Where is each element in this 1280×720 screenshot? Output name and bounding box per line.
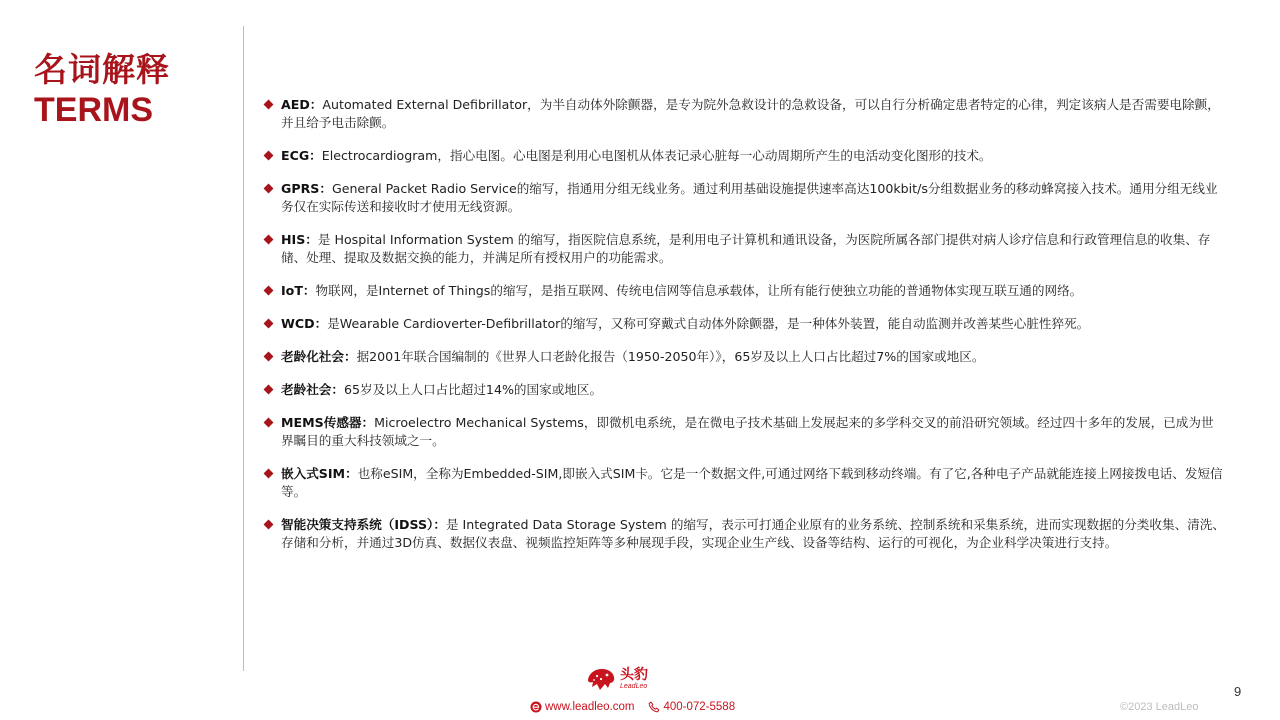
term-item-aed xyxy=(264,96,1226,132)
website-link[interactable]: www.leadleo.com xyxy=(545,701,635,713)
diamond-bullet-icon xyxy=(264,418,274,428)
term-item-gprs xyxy=(264,180,1226,216)
term-item-iot xyxy=(264,282,1226,300)
term-definition: 是Wearable Cardioverter-Defibrillator的缩写，又称可穿戴式自动体外除颤器，是一种体外装置，能自动监测并改善某些心脏性猝死。 xyxy=(327,316,1090,331)
term-name: 智能决策支持系统（IDSS）： xyxy=(281,517,446,532)
phone-number: 400-072-5588 xyxy=(663,701,736,713)
term-definition: 据2001年联合国编制的《世界人口老龄化报告（1950-2050年）》，65岁及以上人口占比超过7%的国家或地区。 xyxy=(356,349,985,364)
diamond-bullet-icon xyxy=(264,286,274,296)
term-definition: 65岁及以上人口占比超过14%的国家或地区。 xyxy=(343,382,603,397)
diamond-bullet-icon xyxy=(264,520,274,530)
term-definition: 是 Hospital Information System 的缩写，指医院信息系统，是利用电子计算机和通讯设备，为医院所属各部门提供对病人诊疗信息和行政管理信息的收集、存储、处理、提取及数据交换的能力，并满足所有授权用户的功能需求。 xyxy=(281,232,1211,265)
term-definition: Microelectro Mechanical Systems，即微机电系统，是在微电子技术基础上发展起来的多学科交叉的前沿研究领域。经过四十多年的发展，已成为世界瞩目的重大科技领域之一。 xyxy=(281,415,1214,448)
diamond-bullet-icon xyxy=(264,469,274,479)
term-name: HIS： xyxy=(281,232,318,247)
copyright-text: ©2023 LeadLeo xyxy=(1120,701,1199,713)
phone-icon xyxy=(648,701,660,713)
term-definition: General Packet Radio Service的缩写，指通用分组无线业务。通过利用基础设施提供速率高达100kbit/s分组数据业务的移动蜂窝接入技术。通用分组无线业务仅在实际传送和接收时才使用无线资源。 xyxy=(281,181,1218,214)
term-name: IoT： xyxy=(281,283,316,298)
term-name: MEMS传感器： xyxy=(281,415,375,430)
browser-e-icon xyxy=(530,701,542,713)
term-name: AED： xyxy=(281,97,323,112)
term-name: 嵌入式SIM： xyxy=(281,466,358,481)
vertical-divider xyxy=(243,26,244,671)
diamond-bullet-icon xyxy=(264,385,274,395)
term-item-ecg xyxy=(264,147,1226,165)
leopard-logo-icon xyxy=(586,666,616,692)
diamond-bullet-icon xyxy=(264,235,274,245)
page-title-en: TERMS xyxy=(34,91,153,129)
term-name: 老龄社会： xyxy=(281,382,344,397)
diamond-bullet-icon xyxy=(264,100,274,110)
footer-contact xyxy=(530,701,735,713)
term-definition: Electrocardiogram，指心电图。心电图是利用心电图机从体表记录心脏每一心动周期所产生的电活动变化图形的技术。 xyxy=(321,148,992,163)
term-item-mems xyxy=(264,414,1226,450)
term-item-aged-society xyxy=(264,381,1226,399)
term-definition: Automated External Defibrillator，为半自动体外除颤器，是专为院外急救设计的急救设备，可以自行分析确定患者特定的心律，判定该病人是否需要电除颤，并且给予电击除颤。 xyxy=(281,97,1220,130)
logo-text-cn: 头豹 xyxy=(620,667,648,683)
term-item-idss xyxy=(264,516,1226,552)
terms-list xyxy=(264,96,1226,567)
term-definition: 是 Integrated Data Storage System 的缩写，表示可打通企业原有的业务系统、控制系统和采集系统，进而实现数据的分类收集、清洗、存储和分析，并通过3D仿真、数据仪表盘、视频监控矩阵等多种展现手段，实现企业生产线、设备等结构、运行的可视化，为企业科学决策进行支持。 xyxy=(281,517,1225,550)
term-item-his xyxy=(264,231,1226,267)
term-item-aging-society xyxy=(264,348,1226,366)
term-name: ECG： xyxy=(281,148,322,163)
term-definition: 也称eSIM，全称为Embedded-SIM,即嵌入式SIM卡。它是一个数据文件,可通过网络下载到移动终端。有了它,各种电子产品就能连接上网接拨电话、发短信等。 xyxy=(281,466,1223,499)
term-name: WCD： xyxy=(281,316,328,331)
diamond-bullet-icon xyxy=(264,151,274,161)
diamond-bullet-icon xyxy=(264,352,274,362)
logo-text-en: LeadLeo xyxy=(620,683,648,690)
term-item-wcd xyxy=(264,315,1226,333)
page-number: 9 xyxy=(1234,684,1242,699)
page-title-cn: 名词解释 xyxy=(34,50,170,89)
term-name: GPRS： xyxy=(281,181,332,196)
diamond-bullet-icon xyxy=(264,184,274,194)
term-item-esim xyxy=(264,465,1226,501)
diamond-bullet-icon xyxy=(264,319,274,329)
footer-logo xyxy=(586,666,648,692)
term-name: 老龄化社会： xyxy=(281,349,357,364)
term-definition: 物联网，是Internet of Things的缩写，是指互联网、传统电信网等信息承载体，让所有能行使独立功能的普通物体实现互联互通的网络。 xyxy=(315,283,1083,298)
